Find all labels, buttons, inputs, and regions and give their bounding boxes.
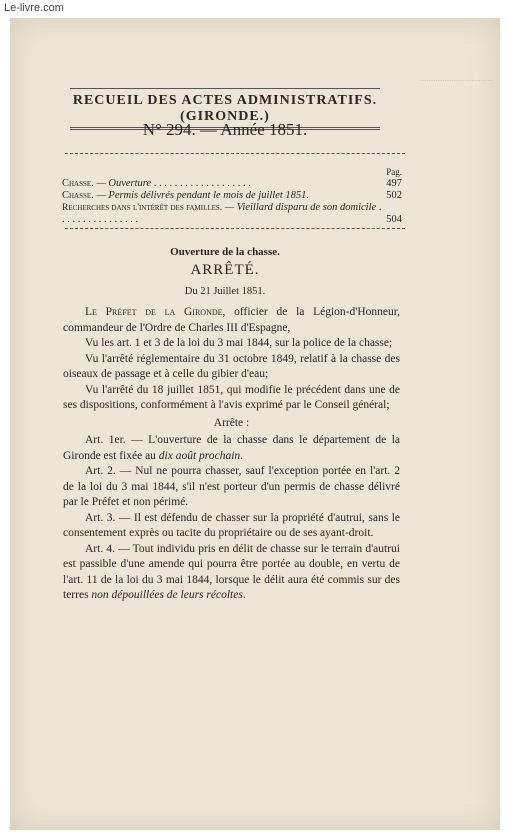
toc-entry: Chasse. — Ouverture . . . . . . . . . . . . . . . . . . . 497 <box>62 178 402 189</box>
toc-page-number: 497 <box>386 178 402 189</box>
document-page <box>10 18 500 830</box>
arrete-body <box>63 305 400 604</box>
article-2: Art. 2. — Nul ne pourra chasser, sauf l'exception portée en l'art. 2 de la loi du 3 mai 1844, s'il n'est porteur d'un permis de chasse délivré par le Préfet et non périmé. <box>63 465 400 508</box>
article-3: Art. 3. — Il est défendu de chasser sur la propriété d'autrui, sans le consentement exprès ou tacite du propriétaire ou de ses ayant-droit. <box>63 511 400 539</box>
considerant-paragraph: Vu l'arrêté du 18 juillet 1851, qui modifie le précédent dans une de ses dispositions, conformément à l'avis exprimé par le Conseil général; <box>63 383 400 411</box>
bleed-through-text: ................................. <box>419 73 494 83</box>
considerant-paragraph: Vu les art. 1 et 3 de la loi du 3 mai 1844, sur la police de la chasse; <box>85 337 393 349</box>
publication-header: RECUEIL DES ACTES ADMINISTRATIFS. (GIRONDE.) <box>70 88 380 130</box>
considerant-paragraph: Vu l'arrêté réglementaire du 31 octobre 1849, relatif à la chasse des oiseaux de passage et à celle du gibier d'eau; <box>63 352 400 380</box>
toc-page-number: 502 <box>386 190 402 201</box>
preamble-paragraph: Le Préfet de la Gironde, officier de la Légion-d'Honneur, commandeur de l'Ordre de Charles III d'Espagne, <box>63 306 400 334</box>
issue-number: N° 294. — Année 1851. <box>142 120 308 139</box>
table-of-contents <box>62 166 402 226</box>
arrete-heading: Arrête : <box>213 416 250 429</box>
arrete-title: ARRÊTÉ. <box>190 262 260 278</box>
divider <box>65 228 405 229</box>
site-watermark: Le-livre.com <box>4 2 64 14</box>
arrete-date: Du 21 Juillet 1851. <box>184 286 266 297</box>
divider <box>65 153 405 154</box>
article-4: Art. 4. — Tout individu pris en délit de chasse sur le terrain d'autrui est passible d'une amende qui pourra être portée au double, en vertu de l'art. 11 de la loi du 3 mai 1844, lorsque le délit aura été commis sur des terres non dépouillées de leurs récoltes. <box>63 542 400 601</box>
article-1: Art. 1er. — L'ouverture de la chasse dans le département de la Gironde est fixée au dix août prochain. <box>63 434 400 462</box>
toc-entry: Recherches dans l'intérêt des familles. — Vieillard disparu de son domicile . . . . . . . . . . . . . . . . 504 <box>62 202 402 225</box>
toc-page-number: 504 <box>386 214 402 225</box>
section-title: Ouverture de la chasse. <box>170 246 280 258</box>
toc-entry: Chasse. — Permis délivrés pendant le mois de juillet 1851. 502 <box>62 190 402 201</box>
toc-page-label: Pag. <box>386 167 402 177</box>
